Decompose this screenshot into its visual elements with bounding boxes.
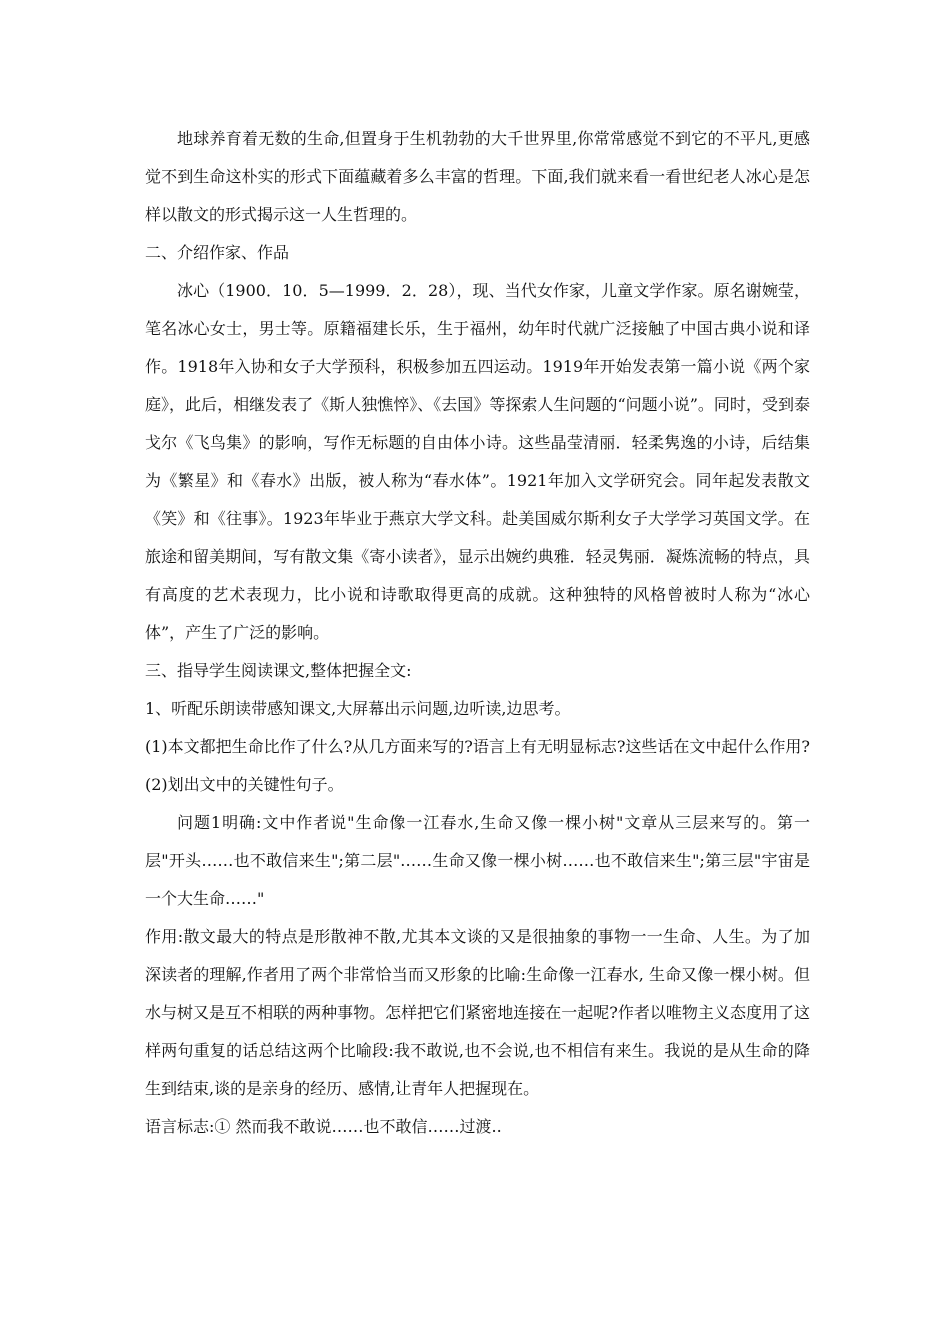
intro-paragraph: 地球养育着无数的生命,但置身于生机勃勃的大千世界里,你常常感觉不到它的不平凡,更感觉不到生命这朴实的形式下面蕴藏着多么丰富的哲理。下面,我们就来看一看世纪老人冰心是怎样以散文的形式揭示这一人生哲理的。	[145, 129, 810, 224]
section-heading-author: 二、介绍作家、作品	[145, 243, 290, 262]
section-heading-reading: 三、指导学生阅读课文,整体把握全文:	[145, 661, 412, 680]
question-1: (1)本文都把生命比作了什么?从几方面来写的?语言上有无明显标志?这些话在文中起什么作用?	[145, 737, 810, 756]
function-paragraph: 作用:散文最大的特点是形散神不散,尤其本文谈的又是很抽象的事物一一生命、人生。为了加深读者的理解,作者用了两个非常恰当而又形象的比喻:生命像一江春水, 生命又像一棵小树。但水与树又是互不相联的两种事物。怎样把它们紧密地连接在一起呢?作者以唯物主义态度用了这样两句重复的话总结这两个比喻段:我不敢说,也不会说,也不相信有来生。我说的是从生命的降生到结束,谈的是亲身的经历、感情,让青年人把握现在。	[145, 927, 810, 1098]
author-bio-paragraph: 冰心（1900．10．5—1999．2．28），现、当代女作家，儿童文学作家。原名谢婉莹，笔名冰心女士，男士等。原籍福建长乐，生于福州，幼年时代就广泛接触了中国古典小说和译作。1918年入协和女子大学预科，积极参加五四运动。1919年开始发表第一篇小说《两个家庭》，此后，相继发表了《斯人独憔悴》、《去国》等探索人生问题的“问题小说”。同时，受到泰戈尔《飞鸟集》的影响，写作无标题的自由体小诗。这些晶莹清丽．轻柔隽逸的小诗，后结集为《繁星》和《春水》出版，被人称为“春水体”。1921年加入文学研究会。同年起发表散文《笑》和《往事》。1923年毕业于燕京大学文科。赴美国威尔斯利女子大学学习英国文学。在旅途和留美期间，写有散文集《寄小读者》，显示出婉约典雅．轻灵隽丽．凝炼流畅的特点，具有高度的艺术表现力，比小说和诗歌取得更高的成就。这种独特的风格曾被时人称为“冰心体”，产生了广泛的影响。	[145, 281, 810, 642]
language-marker-paragraph: 语言标志:① 然而我不敢说……也不敢信……过渡..	[145, 1117, 502, 1136]
answer-1-paragraph: 问题1明确:文中作者说"生命像一江春水,生命又像一棵小树"文章从三层来写的。第一层"开头……也不敢信来生";第二层"……生命又像一棵小树……也不敢信来生";第三层"宇宙是一个大生命……"	[145, 813, 810, 908]
question-2: (2)划出文中的关键性句子。	[145, 775, 344, 794]
document-body	[145, 120, 810, 1146]
listening-task: 1、听配乐朗读带感知课文,大屏幕出示问题,边听读,边思考。	[145, 699, 571, 718]
